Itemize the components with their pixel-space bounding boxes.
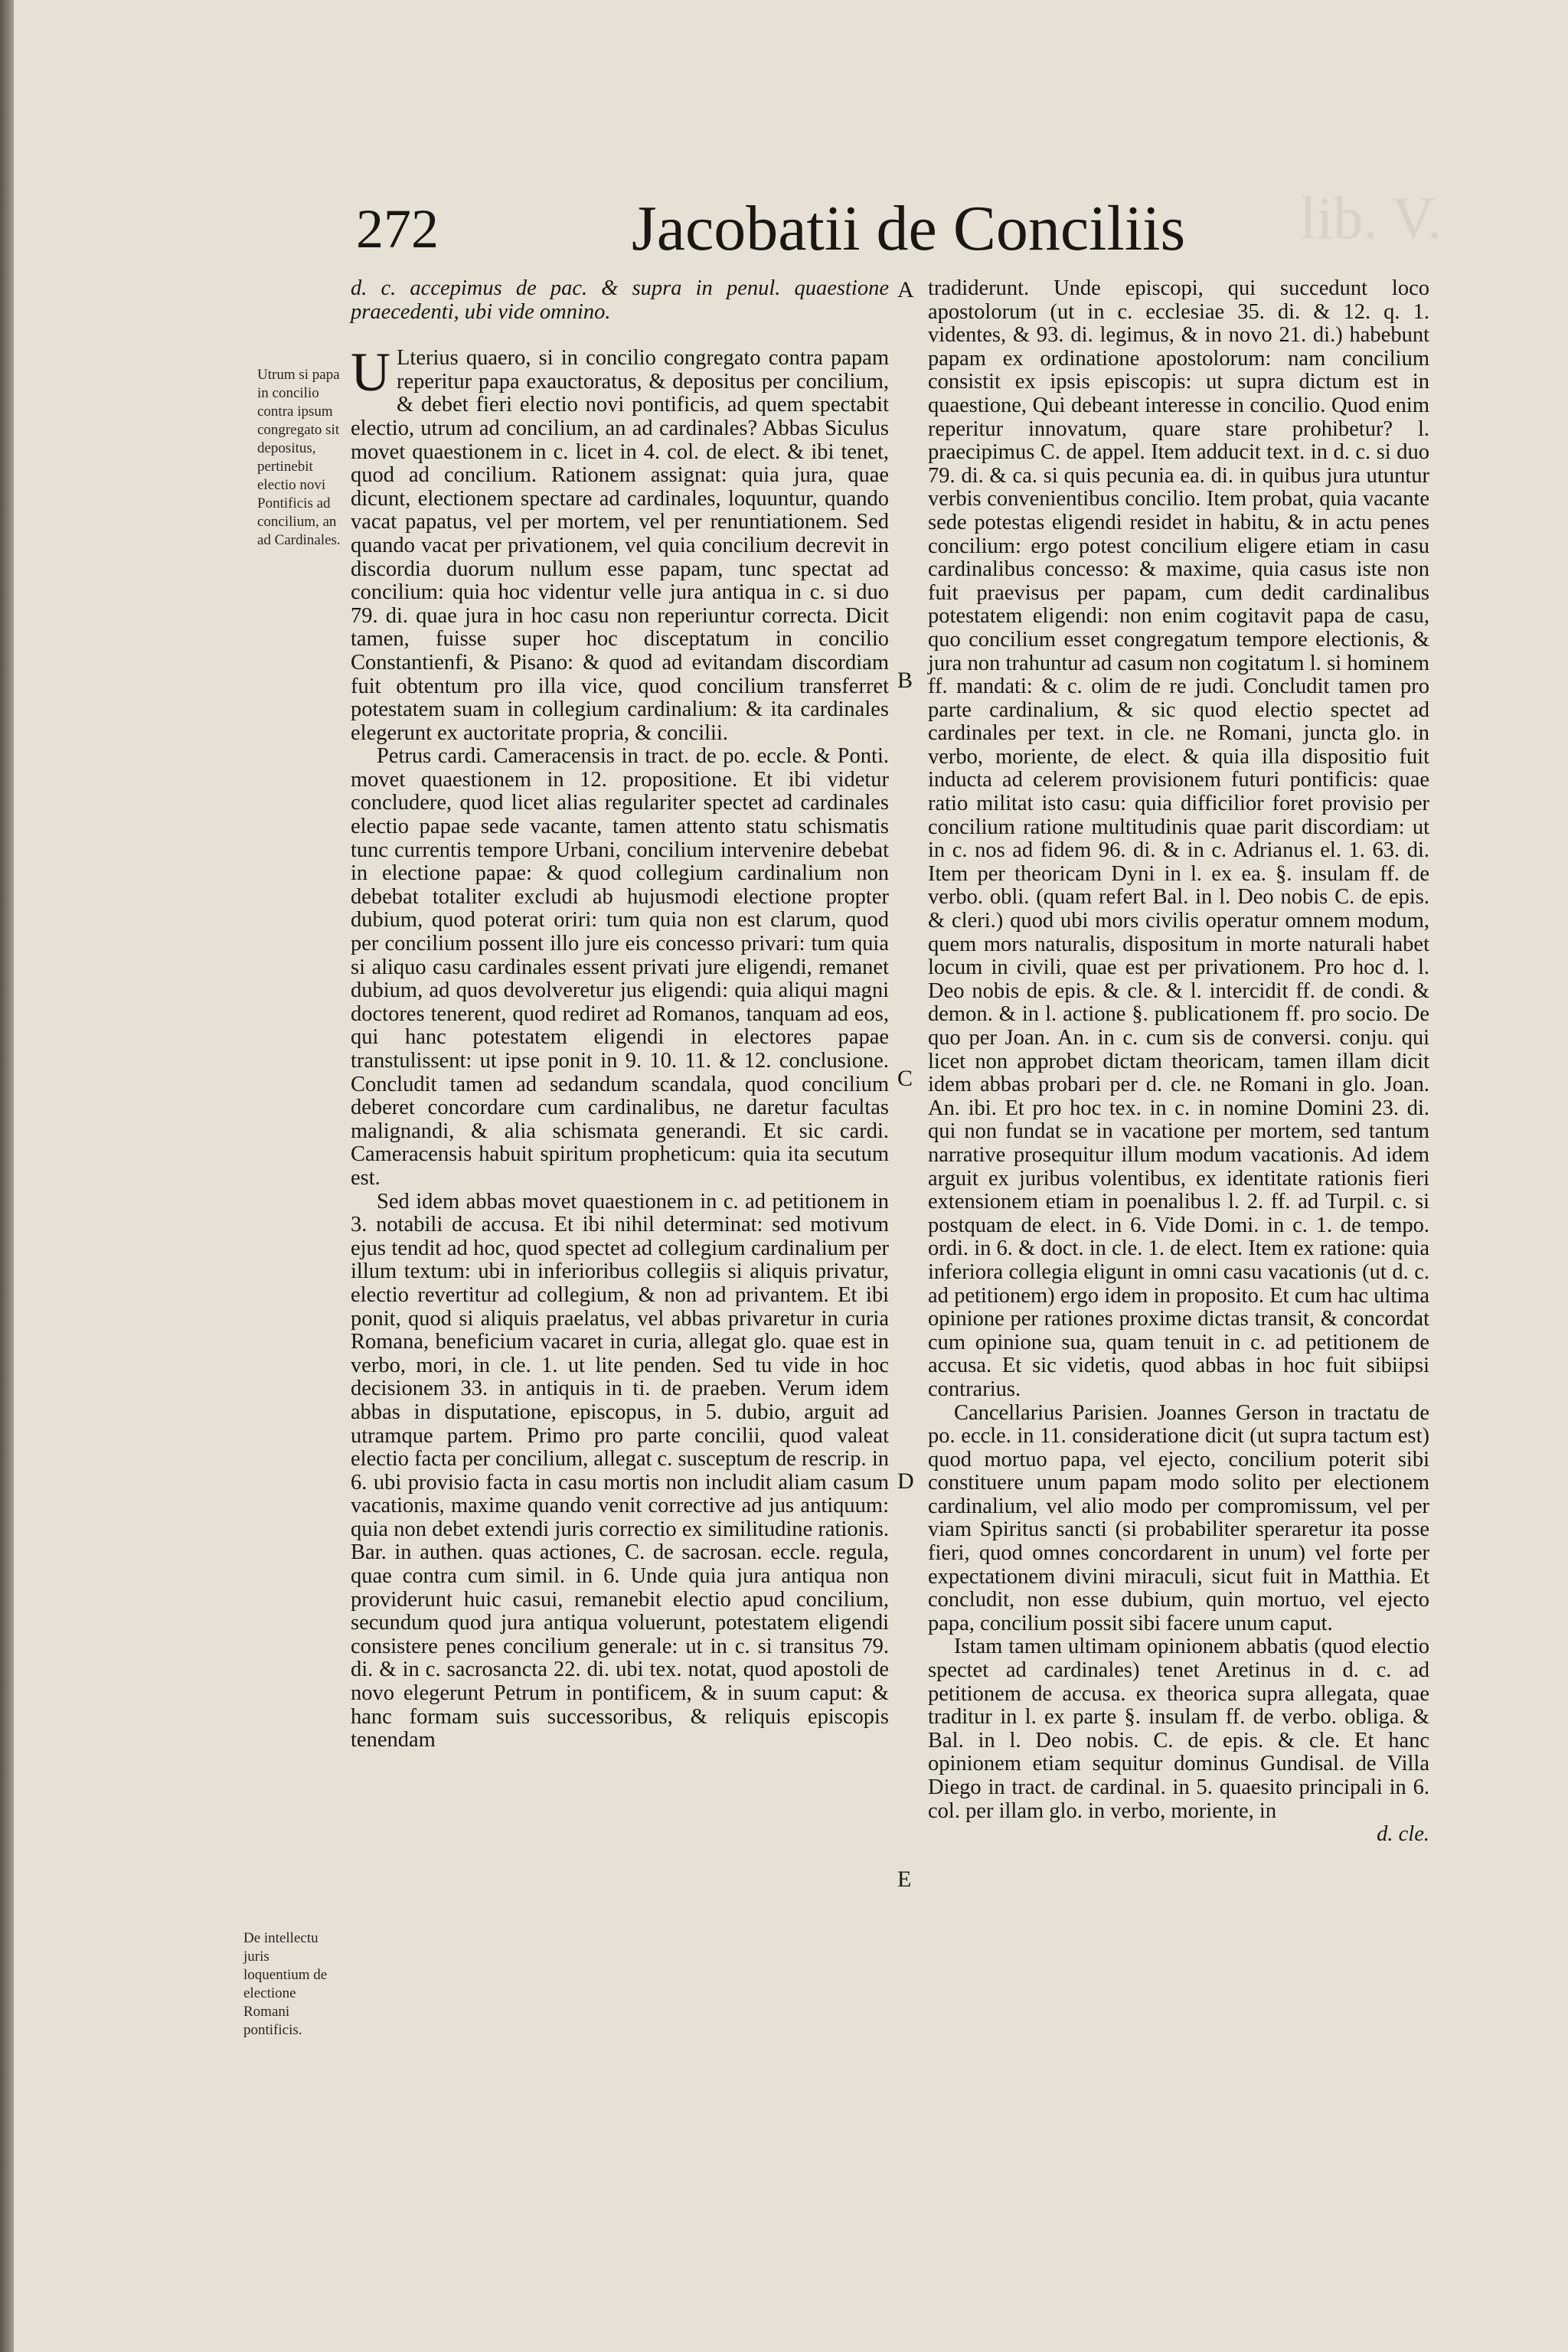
paragraph: Cancellarius Parisien. Joannes Gerson in tractatu de po. eccle. in 11. consideratione dicit (ut supra tactum est) quod mortuo papa, vel ejecto, concilium poterit sibi constituere unum papam modo solito per electionem cardinalium, vel alio modo per compromissum, vel per viam Spiritus sancti (si probabiliter speraretur ita posse fieri, quod omnes concordarent in unum) vel forte per expectationem divini miraculi, sicut fuit in Matthia. Et concludit, non esse dubium, quin mortuo, vel ejecto papa, concilium possit sibi facere unum caput. <box>928 1400 1429 1635</box>
margin-note-1: Utrum si papa in concilio contra ipsum congregato sit depositus, pertinebit electio novi Pontificis ad concilium, an ad Cardinales. <box>257 367 341 548</box>
page-number: 272 <box>356 198 439 260</box>
paragraph: tradiderunt. Unde episcopi, qui succedunt loco apostolorum (ut in c. ecclesiae 35. di. & 12. q. 1. videntes, & 93. di. legimus, & in novo 21. di.) habebunt papam ex ordinatione apostolorum: nam concilium consistit ex ipsis episcopis: ut supra dictum est in quaestione, Qui debeant interesse in concilio. Quod enim reperitur innovatum, quare stare prohibetur? l. praecipimus C. de appel. Item adducit text. in d. c. si duo 79. di. & ca. si quis pecunia ea. di. in quibus jura utuntur verbis convenientibus concilio. Item probat, quia vacante sede potestas eligendi residet in habitu, & in actu penes concilium: ergo potest concilium eligere etiam in casu cardinalibus concesso: & maxime, quia casus iste non fuit praevisus per papam, cum dedit cardinalibus potestatem eligendi: non enim cogitavit papa de casu, quo concilium esset congregatum tempore electionis, & jura non trahuntur ad casum non cogitatum l. si hominem ff. mandati: & c. olim de re judi. Concludit tamen pro parte cardinalium, & sic quod electio spectet ad cardinales per text. in cle. ne Romani, juncta glo. in verbo, moriente, de elect. & quia illa dispositio fuit inducta ad celerem provisionem futuri pontificis: quae ratio militat isto casu: quia difficilior foret provisio per concilium ratione multitudinis quae parit discordiam: ut in c. nos ad fidem 96. di. & in c. Adrianus el. 1. 63. di. Item per theoricam Dyni in l. ex ea. §. insulam ff. de verbo. obli. (quam refert Bal. in l. Deo nobis C. de epis. & cleri.) quod ubi mors civilis operatur omnem modum, quem mors naturalis, dispositum in morte naturali habet locum in civili, quae est per privationem. Pro hoc d. l. Deo nobis de epis. & cle. & l. intercidit ff. de condi. & demon. & in l. actione §. publicationem ff. pro socio. De quo per Joan. An. in c. cum sis de conversi. conju. qui licet non approbet dictam theoricam, tamen illam dicit idem abbas probari per d. cle. ne Romani in glo. Joan. An. ibi. Et pro hoc tex. in c. in nomine Domini 23. di. qui non fundat se in vacatione per mortem, sed tantum narrative prosequitur illum modum vacationis. Ad idem arguit ex juribus volentibus, ex identitate rationis fieri extensionem etiam in poenalibus l. 2. ff. ad Turpil. c. si postquam de elect. in 6. Vide Domi. in c. 1. de tempo. ordi. in 6. & doct. in cle. 1. de elect. Item ex ratione: quia inferiora collegia eligunt in omni casu vacationis (ut d. c. ad petitionem) ergo idem in proposito. Et cum hac ultima opinione per rationes proxime dictas transit, & concordat cum opinione sua, quam tenuit in c. ad petitionem de accusa. Et sic videtis, quod abbas in hoc fuit sibiipsi contrarius. <box>928 276 1429 1401</box>
paragraph-text: Lterius quaero, si in concilio congregato contra papam reperitur papa exauctoratus, & depositus per concilium, & debet fieri electio novi pontificis, ad quem spectabit electio, utrum ad concilium, an ad cardinales? Abbas Siculus movet quaestionem in c. licet in 4. col. de elect. & ibi tenet, quod ad concilium. Rationem assignat: quia jura, quae dicunt, electionem spectare ad cardinales, loquuntur, quando vacat papatus, vel per mortem, vel per renuntiationem. Sed quando vacat per privationem, vel quia concilium decrevit in discordia duorum nullum esse papam, tunc spectat ad concilium: quia hoc videntur velle jura antiqua in c. si duo 79. di. quae jura in hoc casu non reperiuntur correcta. Dicit tamen, fuisse super hoc disceptatum in concilio Constantienfi, & Pisano: & quod ad evitandam discordiam fuit obtentum pro illa vice, quod concilium transferret potestatem suam in collegium cardinalium: & ita cardinales elegerunt ex auctoritate propria, & concilii. <box>351 346 889 745</box>
right-column <box>928 277 1429 1847</box>
section-letter-d: D <box>897 1468 914 1494</box>
running-title: Jacobatii de Conciliis <box>632 193 1186 264</box>
paragraph <box>351 341 889 745</box>
catchword: d. cle. <box>1377 1822 1429 1847</box>
margin-note-2: De intellectu juris loquentium de electione Romani pontificis. <box>243 1930 328 2038</box>
section-letter-a: A <box>897 277 914 302</box>
show-through-text: lib. V. <box>1300 185 1442 251</box>
left-column <box>351 277 889 1753</box>
section-letter-b: B <box>897 668 913 693</box>
section-letter-c: C <box>897 1066 913 1091</box>
page-header <box>356 191 1198 276</box>
drop-cap: U <box>351 341 390 403</box>
paragraph: Sed idem abbas movet quaestionem in c. ad petitionem in 3. notabili de accusa. Et ibi nihil determinat: sed motivum ejus tendit ad hoc, quod spectet ad collegium cardinalium per illum textum: ubi in inferioribus collegiis si aliquis privatur, electio revertitur ad collegium, & non ad privantem. Et ibi ponit, quod si aliquis praelatus, vel abbas privaretur in curia Romana, beneficium vacaret in curia, allegat glo. quae est in verbo, mori, in cle. 1. ut lite penden. Sed tu vide in hoc decisionem 33. in antiquis in ti. de praeben. Verum idem abbas in disputatione, episcopus, in 5. dubio, arguit ad utramque partem. Primo pro parte concilii, quod valeat electio facta per concilium, allegat c. susceptum de rescrip. in 6. ubi provisio facta in casu mortis non includit aliam casum vacationis, maxime quando venit corrective ad jus antiquum: quia non debet extendi juris correctio ex similitudine rationis. Bar. in authen. quas actiones, C. de sacrosan. eccle. regula, quae contra cum simil. in 6. Unde quia jura antiqua non providerunt huic casui, remanebit electio apud concilium, secundum quod jura antiqua voluerunt, potestatem eligendi consistere penes concilium generale: ut in c. si transitus 79. di. & in c. sacrosancta 22. di. ubi tex. notat, quod apostoli de novo elegerunt Petrum in pontificem, & in suum caput: & hanc formam suis successoribus, & reliquis episcopis tenendam <box>351 1189 889 1753</box>
intro-line: d. c. accepimus de pac. & supra in penul. quaestione praecedenti, ubi vide omnino. <box>351 276 889 324</box>
paragraph: Istam tamen ultimam opinionem abbatis (quod electio spectet ad cardinales) tenet Aretinus in d. c. ad petitionem de accusa. ex theorica supra allegata, quae traditur in l. ex parte §. insulam ff. de verbo. obliga. & Bal. in l. Deo nobis. C. de epis. & cle. Et hanc opinionem etiam sequitur dominus Gundisal. de Villa Diego in tract. de cardinal. in 5. quaesito principali in 6. col. per illam glo. in verbo, moriente, in <box>928 1635 1429 1823</box>
paragraph: Petrus cardi. Cameracensis in tract. de po. eccle. & Ponti. movet quaestionem in 12. propositione. Et ibi videtur concludere, quod licet alias regulariter spectet ad cardinales electio papae sede vacante, tamen attento statu schismatis tunc currentis tempore Urbani, concilium intervenire debebat in electione papae: & quod collegium cardinalium non debebat totaliter excludi ab hujusmodi electione propter dubium, quod poterat oriri: tum quia non est clarum, quod per concilium possent illo jure eis concesso privari: tum quia si aliquo casu cardinales essent privati jure eligendi, remanet dubium, ad quos devolveretur jus eligendi: quia aliqui magni doctores tenerent, quod rediret ad Romanos, tanquam ad eos, qui hanc potestatem eligendi in electores papae transtulissent: ut ipse ponit in 9. 10. 11. & 12. conclusione. Concludit tamen ad sedandum scandala, quod concilium deberet concordare cum cardinalibus, ne daretur facultas malignandi, & alia schismata generandi. Et sic cardi. Cameracensis habuit spiritum propheticum: quia ita secutum est. <box>351 744 889 1190</box>
section-letter-e: E <box>897 1867 912 1892</box>
